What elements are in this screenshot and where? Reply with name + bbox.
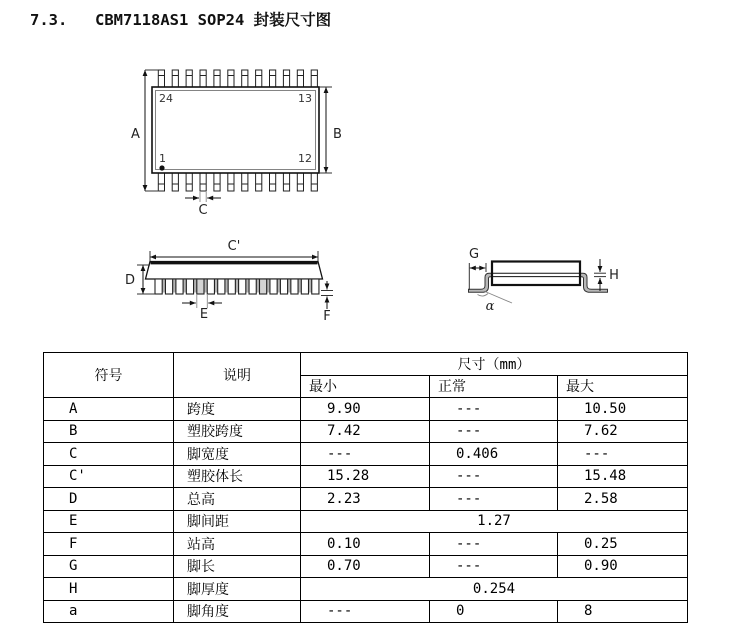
side-lead (165, 279, 172, 294)
min-cell: 0.10 (301, 533, 430, 556)
bottom-pin (311, 173, 317, 191)
side-lead (176, 279, 183, 294)
side-lead (260, 279, 267, 294)
col-header-max: 最大 (558, 375, 688, 398)
side-lead (312, 279, 319, 294)
bottom-pin (297, 173, 303, 191)
desc-cell: 跨度 (174, 398, 301, 421)
desc-cell: 脚间距 (174, 510, 301, 533)
bottom-pin (283, 173, 289, 191)
bottom-pin (172, 173, 178, 191)
min-cell: 15.28 (301, 465, 430, 488)
bottom-pin (270, 173, 276, 191)
max-cell: --- (558, 443, 688, 466)
desc-cell: 脚厚度 (174, 578, 301, 601)
desc-cell: 总高 (174, 488, 301, 511)
side-lead (249, 279, 256, 294)
symbol-cell: C (44, 443, 174, 466)
typ-cell: 0.406 (430, 443, 558, 466)
typ-cell: --- (430, 465, 558, 488)
min-cell: 2.23 (301, 488, 430, 511)
bottom-pin (228, 173, 234, 191)
pin-number-13: 13 (298, 92, 312, 105)
table-row (44, 488, 688, 511)
symbol-cell: B (44, 420, 174, 443)
dim-label-b: B (333, 127, 342, 142)
max-cell: 7.62 (558, 420, 688, 443)
table-row (44, 510, 688, 533)
top-pin (186, 70, 192, 87)
col-header-min: 最小 (301, 375, 430, 398)
pin-number-12: 12 (298, 152, 312, 165)
table-row (44, 465, 688, 488)
symbol-cell: E (44, 510, 174, 533)
top-pin (311, 70, 317, 87)
dim-label-e: E (199, 307, 209, 322)
typ-cell: --- (430, 555, 558, 578)
dim-label-alpha: α (485, 299, 495, 314)
bottom-pin (214, 173, 220, 191)
table-row (44, 443, 688, 466)
max-cell: 8 (558, 600, 688, 623)
desc-cell: 脚角度 (174, 600, 301, 623)
top-pin (158, 70, 164, 87)
top-pin (283, 70, 289, 87)
bottom-pin (186, 173, 192, 191)
dim-label-g: G (468, 248, 480, 262)
dim-label-c: C (198, 203, 208, 218)
table-row (44, 420, 688, 443)
symbol-cell: D (44, 488, 174, 511)
side-view-pins (162, 280, 312, 293)
package-body (152, 87, 319, 173)
dimension-table (43, 352, 688, 623)
side-lead (280, 279, 287, 294)
top-pin (270, 70, 276, 87)
table-row (44, 578, 688, 601)
table-row (44, 398, 688, 421)
desc-cell: 塑胶体长 (174, 465, 301, 488)
symbol-cell: a (44, 600, 174, 623)
max-cell: 10.50 (558, 398, 688, 421)
table-row (44, 533, 688, 556)
side-lead (270, 279, 277, 294)
side-lead (301, 279, 308, 294)
symbol-cell: G (44, 555, 174, 578)
symbol-cell: C' (44, 465, 174, 488)
col-header-symbol: 符号 (44, 353, 174, 398)
bottom-pin (242, 173, 248, 191)
pin-number-24: 24 (159, 92, 173, 105)
package-top-view-diagram (118, 60, 354, 220)
side-lead (186, 279, 193, 294)
typ-cell: --- (430, 398, 558, 421)
dim-label-c-prime: C' (227, 239, 241, 254)
col-header-typ: 正常 (430, 375, 558, 398)
top-pin (172, 70, 178, 87)
symbol-cell: F (44, 533, 174, 556)
top-pin (256, 70, 262, 87)
table-row (44, 600, 688, 623)
alpha-angle-arc (478, 294, 489, 297)
col-header-dimension-mm: 尺寸（mm） (301, 353, 688, 376)
dim-label-d: D (124, 273, 136, 288)
typ-cell: 0 (430, 600, 558, 623)
pin1-marker-dot (159, 165, 164, 170)
table-row (44, 555, 688, 578)
side-lead (291, 279, 298, 294)
table-header-row-1 (44, 353, 688, 376)
min-cell: --- (301, 600, 430, 623)
col-header-description: 说明 (174, 353, 301, 398)
side-lead (218, 279, 225, 294)
desc-cell: 脚长 (174, 555, 301, 578)
symbol-cell: H (44, 578, 174, 601)
pin-number-1: 1 (159, 152, 166, 165)
bottom-pin (158, 173, 164, 191)
side-lead (155, 279, 162, 294)
left-lead (469, 273, 493, 292)
top-pin (200, 70, 206, 87)
max-cell: 0.90 (558, 555, 688, 578)
typ-cell: --- (430, 488, 558, 511)
dim-label-f: F (323, 309, 331, 323)
section-title-text: CBM7118AS1 SOP24 封装尺寸图 (95, 11, 332, 29)
right-lead (580, 273, 608, 292)
shared-value-cell: 0.254 (301, 578, 688, 601)
dim-label-a: A (131, 127, 140, 142)
side-lead (228, 279, 235, 294)
symbol-cell: A (44, 398, 174, 421)
typ-cell: --- (430, 533, 558, 556)
side-lead (239, 279, 246, 294)
package-lead-detail-diagram (448, 248, 628, 318)
desc-cell: 脚宽度 (174, 443, 301, 466)
section-title (30, 8, 331, 30)
typ-cell: --- (430, 420, 558, 443)
top-pin (228, 70, 234, 87)
bottom-pin (256, 173, 262, 191)
side-lead (207, 279, 214, 294)
bottom-pin (200, 173, 206, 191)
min-cell: 0.70 (301, 555, 430, 578)
min-cell: --- (301, 443, 430, 466)
desc-cell: 塑胶跨度 (174, 420, 301, 443)
min-cell: 7.42 (301, 420, 430, 443)
top-pin (242, 70, 248, 87)
package-side-view-diagram (118, 238, 354, 323)
side-lead (197, 279, 204, 294)
shared-value-cell: 1.27 (301, 510, 688, 533)
top-pin (214, 70, 220, 87)
section-number: 7.3. (30, 11, 68, 29)
min-cell: 9.90 (301, 398, 430, 421)
max-cell: 0.25 (558, 533, 688, 556)
desc-cell: 站高 (174, 533, 301, 556)
max-cell: 15.48 (558, 465, 688, 488)
top-pin (297, 70, 303, 87)
max-cell: 2.58 (558, 488, 688, 511)
dim-label-h: H (609, 268, 619, 283)
